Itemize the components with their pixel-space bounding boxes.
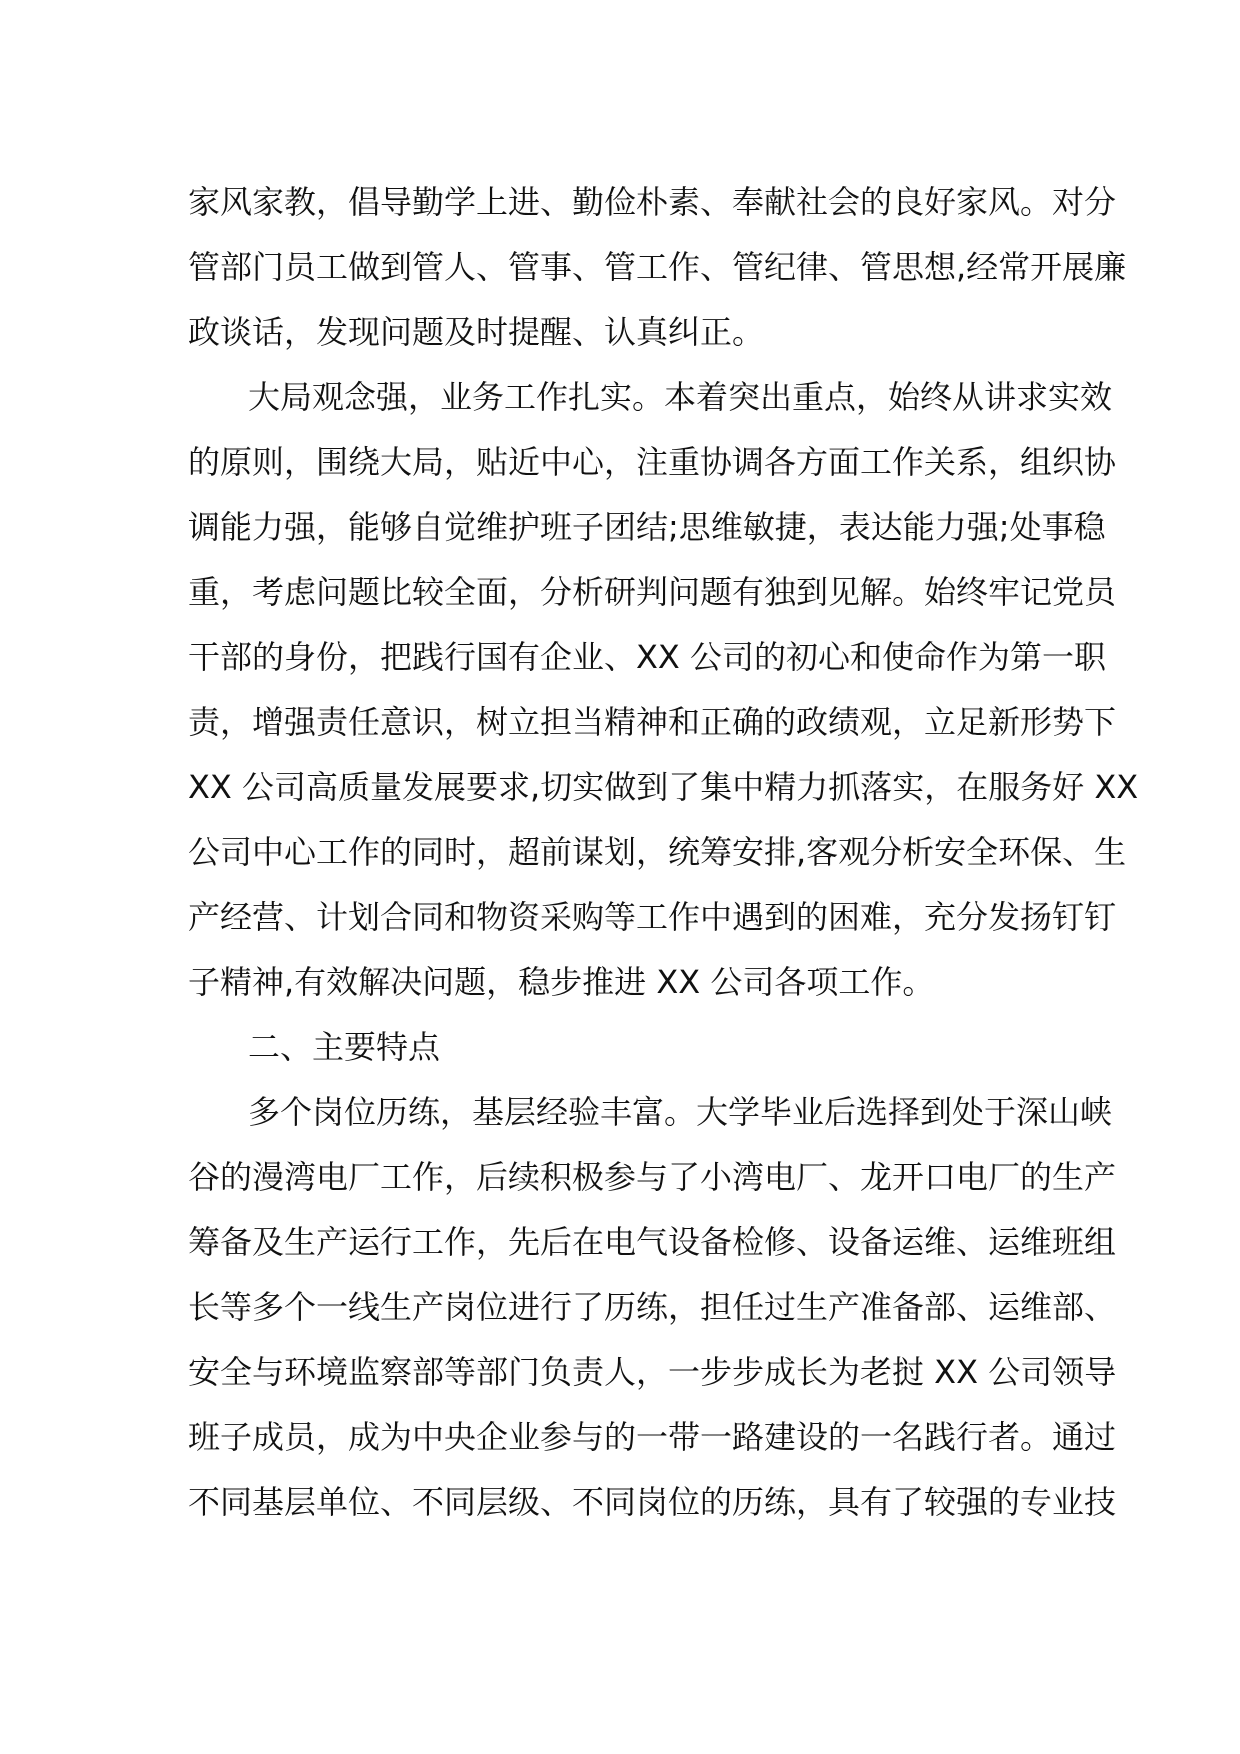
text-line: 长等多个一线生产岗位进行了历练，担任过生产准备部、运维部、 [188,1288,1117,1326]
text-line: 公司中心工作的同时，超前谋划，统筹安排,客观分析安全环保、生 [188,833,1127,871]
text-line: 家风家教，倡导勤学上进、勤俭朴素、奉献社会的良好家风。对分 [188,183,1117,221]
text-line: 筹备及生产运行工作，先后在电气设备检修、设备运维、运维班组 [188,1223,1117,1261]
text-line: 责，增强责任意识，树立担当精神和正确的政绩观，立足新形势下 [188,703,1117,741]
text-line: 谷的漫湾电厂工作，后续积极参与了小湾电厂、龙开口电厂的生产 [188,1158,1117,1196]
text-line: 调能力强，能够自觉维护班子团结;思维敏捷，表达能力强;处事稳 [188,508,1106,546]
paragraph-first-line: 多个岗位历练，基层经验丰富。大学毕业后选择到处于深山峡 [248,1093,1113,1131]
text-line: 重，考虑问题比较全面，分析研判问题有独到见解。始终牢记党员 [188,573,1117,611]
text-line: 不同基层单位、不同层级、不同岗位的历练，具有了较强的专业技 [188,1483,1117,1521]
text-line: 子精神,有效解决问题，稳步推进 XX 公司各项工作。 [188,963,935,1001]
text-line: 班子成员，成为中央企业参与的一带一路建设的一名践行者。通过 [188,1418,1117,1456]
text-line: 管部门员工做到管人、管事、管工作、管纪律、管思想,经常开展廉 [188,248,1127,286]
section-heading: 二、主要特点 [248,1028,441,1066]
text-line: 产经营、计划合同和物资采购等工作中遇到的困难，充分发扬钉钉 [188,898,1117,936]
paragraph-first-line: 大局观念强，业务工作扎实。本着突出重点，始终从讲求实效 [248,378,1113,416]
text-line: 安全与环境监察部等部门负责人，一步步成长为老挝 XX 公司领导 [188,1353,1117,1391]
text-line: 的原则，围绕大局，贴近中心，注重协调各方面工作关系，组织协 [188,443,1117,481]
document-body [188,170,1139,1535]
text-line: 干部的身份，把践行国有企业、XX 公司的初心和使命作为第一职 [188,638,1107,676]
text-line: XX 公司高质量发展要求,切实做到了集中精力抓落实，在服务好 XX [188,768,1139,806]
text-line: 政谈话，发现问题及时提醒、认真纠正。 [188,313,765,351]
